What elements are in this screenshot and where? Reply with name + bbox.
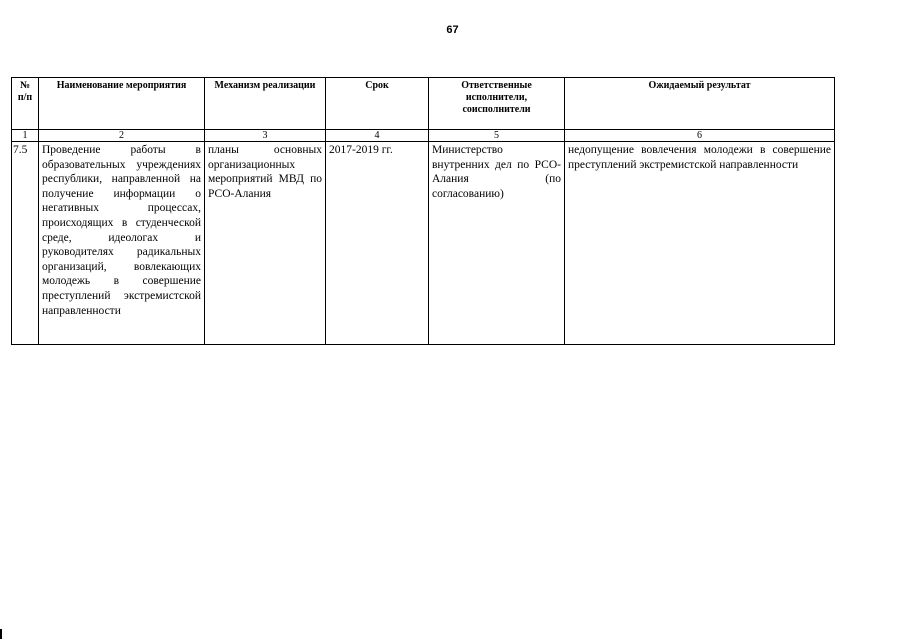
header-term: Срок	[326, 78, 429, 130]
header-executors: Ответственные исполнители, соисполнители	[429, 78, 565, 130]
executors: Министерство внутренних дел по РСО-Алания (по согласованию)	[429, 142, 565, 345]
row-number: 7.5	[12, 142, 39, 345]
implementation-mechanism: планы основных организационных мероприятий МВД по РСО-Алания	[205, 142, 326, 345]
term: 2017-2019 гг.	[326, 142, 429, 345]
header-name: Наименование мероприятия	[39, 78, 205, 130]
column-number: 1	[12, 130, 39, 142]
expected-result: недопущение вовлечения молодежи в совершение преступлений экстремистской направленности	[565, 142, 835, 345]
column-number: 2	[39, 130, 205, 142]
column-number: 5	[429, 130, 565, 142]
column-number: 4	[326, 130, 429, 142]
scan-edge-mark	[0, 629, 2, 639]
table-header-row	[12, 78, 835, 130]
page-number: 67	[446, 24, 459, 36]
column-number: 6	[565, 130, 835, 142]
column-number: 3	[205, 130, 326, 142]
header-num: № п/п	[12, 78, 39, 130]
activity-name: Проведение работы в образовательных учреждениях республики, направленной на получение информации о негативных процессах, происходящих в студенческой среде, идеологах и руководителях радикальных организаций, вовлекающих молодежь в совершение преступлений экстремистской направленности	[39, 142, 205, 345]
column-number-row	[12, 130, 835, 142]
header-mechanism: Механизм реализации	[205, 78, 326, 130]
table-row	[12, 142, 835, 345]
activities-table	[11, 77, 835, 345]
header-result: Ожидаемый результат	[565, 78, 835, 130]
